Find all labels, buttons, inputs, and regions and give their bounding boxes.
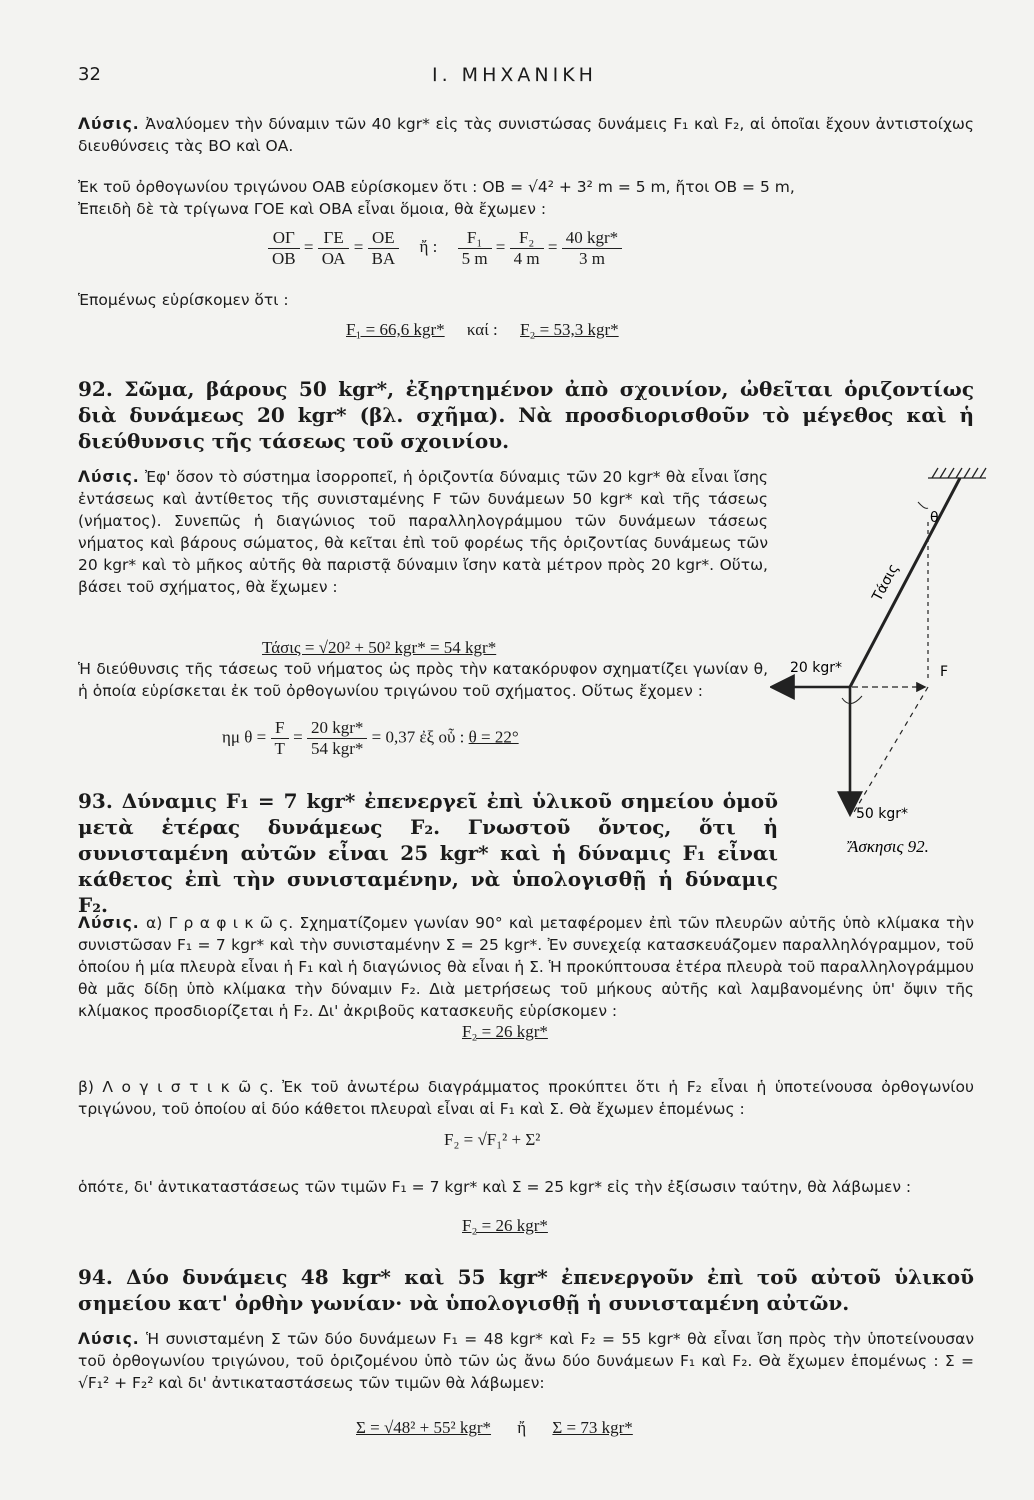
ex93-solution-b: β) Λ ο γ ι σ τ ι κ ῶ ς. Ἐκ τοῦ ἀνωτέρω διαγράμματος προκύπτει ὅτι ἡ F₂ εἶναι ἡ ὑποτείνουσα ὀρθογωνίου τριγώνου, τοῦ ὁποίου αἱ δύο κάθετοι πλευραὶ εἶναι αἱ F₁ καὶ Σ. Θὰ ἔχωμεν ἑπομένως :: [78, 1078, 974, 1118]
exercise-92-figure: [770, 462, 990, 892]
ratio-frac: $\frac{\text{F₁}}{5 m}$: [458, 228, 492, 269]
ex93-solution-c: ὁπότε, δι' ἀντικαταστάσεως τῶν τιμῶν F₁ = 7 kgr* καὶ Σ = 25 kgr* εἰς τὴν ἐξίσωσιν ταύτην, θὰ λάβωμεν :: [78, 1178, 912, 1196]
ratio-frac: $\frac{\text{40 kgr*}}{3 m}$: [562, 228, 622, 269]
solution-label: Λύσις.: [78, 1330, 140, 1348]
sol91-text1: Ἀναλύομεν τὴν δύναμιν τῶν 40 kgr* εἰς τὰς συνιστώσας δυνάμεις F₁ καὶ F₂, αἱ ὁποῖαι ἔχουν ἀντιστοίχως διευθύνσεις τὰς ΒΟ καὶ ΟΑ.: [78, 115, 974, 155]
figure-caption: Ἄσκησις 92.: [848, 837, 929, 856]
page-number: 32: [78, 64, 101, 85]
result-f2: F₂ = 53,3 kgr*: [520, 320, 619, 339]
sine-frac: $\frac{F}{T}$: [271, 718, 289, 759]
ex94-solution: [78, 1328, 974, 1394]
sol91-line3: Ἐπειδὴ δὲ τὰ τρίγωνα ΓΟΕ καὶ ΟΒΑ εἶναι ὅμοια, θὰ ἔχωμεν :: [78, 200, 547, 218]
ex93-solution-a: [78, 912, 974, 1022]
ceiling-hatch: [928, 468, 986, 478]
solution-label: Λύσις.: [78, 468, 140, 486]
sol91-para1: [78, 113, 974, 157]
figure-label-tasis: Τάσις: [869, 561, 903, 604]
theta-arc-bottom: [842, 696, 862, 704]
solution-label: Λύσις.: [78, 115, 140, 133]
theta-result: θ = 22°: [468, 727, 519, 747]
exercise-92-heading: 92. Σῶμα, βάρους 50 kgr*, ἐξηρτημένον ἀπὸ σχοινίον, ὠθεῖται ὁριζοντίως διὰ δυνάμεως 20 kgr* (βλ. σχῆμα). Νὰ προσδιορισθοῦν τὸ μέγεθος καὶ ἡ διεύθυνσις τῆς τάσεως τοῦ σχοινίου.: [78, 377, 974, 453]
ex94-result: Σ = √48² + 55² kgr* ἤ Σ = 73 kgr*: [356, 1418, 633, 1437]
tension-line: [850, 478, 960, 687]
tension-equation: Τάσις = √20² + 50² kgr* = 54 kgr*: [262, 638, 497, 657]
figure-label-50: 50 kgr*: [856, 806, 909, 822]
ratio-frac: $\frac{O\Gamma}{OB}$: [268, 228, 300, 269]
figure-label-20: 20 kgr*: [790, 660, 843, 676]
exercise-94-heading: 94. Δύο δυνάμεις 48 kgr* καὶ 55 kgr* ἐπενεργοῦν ἐπὶ τοῦ αὐτοῦ ὑλικοῦ σημείου κατ' ὀρθὴν γωνίαν· νὰ ὑπολογισθῇ ἡ συνισταμένη αὐτῶν.: [78, 1265, 974, 1315]
ex92-solution-text: Ἐφ' ὅσον τὸ σύστημα ἰσορροπεῖ, ἡ ὁριζοντία δύναμις τῶν 20 kgr* θὰ εἶναι ἴσης ἐντάσεως καὶ ἀντίθετος τῆς συνισταμένης F τῶν δυνάμεων 50 kgr* καὶ τῆς τάσεως (νήματος). Συνεπῶς ἡ διαγώνιος τοῦ παραλληλογράμμου τῶν δυνάμεων τάσεως νήματος καὶ βάρους σώματος, θὰ κεῖται ἐπὶ τοῦ φορέως τῆς ὁριζοντίας δυνάμεως τῶν 20 kgr* καὶ τὸ μῆκος αὐτῆς θὰ παριστᾷ δύναμιν ἴσην κατὰ μέτρον πρὸς 20 kgr*. Οὕτω, βάσει τοῦ σχήματος, θὰ ἔχωμεν :: [78, 468, 768, 596]
ex93-result-a: F₂ = 26 kgr*: [462, 1022, 548, 1041]
ex93-solution-a-text: α) Γ ρ α φ ι κ ῶ ς. Σχηματίζομεν γωνίαν 90° καὶ μεταφέρομεν ἐπὶ τῶν πλευρῶν αὐτῆς ὑπὸ κλίμακα τὴν συνιστῶσαν F₁ = 7 kgr* καὶ τὴν συνισταμένην Σ = 25 kgr*. Ἐν συνεχείᾳ κατασκευάζομεν παραλληλόγραμμον, τοῦ ὁποίου ἡ μία πλευρὰ εἶναι ἡ F₁ καὶ ἡ διαγώνιος θὰ εἶναι ἡ Σ. Ἡ προκύπτουσα ἑτέρα πλευρὰ τοῦ παραλληλογράμμου θὰ μᾶς δίδῃ ὑπὸ κλίμακα τὴν δύναμιν F₂. Διὰ μετρήσεως τοῦ μήκους αὐτῆς καὶ λαμβανομένης ὑπ' ὄψιν τῆς κλίμακος προσδιορίζεται ἡ F₂. Δι' ἀκριβοῦς κατασκευῆς εὑρίσκομεν :: [78, 914, 974, 1020]
solution-label: Λύσις.: [78, 914, 140, 932]
diagonal-dashed: [854, 687, 928, 812]
figure-label-f: F: [940, 664, 949, 680]
sol91-line4: Ἑπομένως εὑρίσκομεν ὅτι :: [78, 291, 289, 309]
sol91-results: F₁ = 66,6 kgr* καί : F₂ = 53,3 kgr*: [346, 320, 619, 339]
sine-equation: ημ θ = $\frac{F}{T}$ = $\frac{\text{20 kgr*}}{\text{54 kgr*}}$ = 0,37 ἐξ οὗ : θ = 22°: [222, 718, 519, 758]
exercise-93-heading: 93. Δύναμις F₁ = 7 kgr* ἐπενεργεῖ ἐπὶ ὑλικοῦ σημείου ὁμοῦ μετὰ ἑτέρας δυνάμεως F₂. Γνωστοῦ ὄντος, ὅτι ἡ συνισταμένη αὐτῶν εἶναι 25 kgr* καὶ ἡ δύναμις F₁ εἶναι κάθετος ἐπὶ τὴν συνισταμένην, νὰ ὑπολογισθῇ ἡ δύναμις F₂.: [78, 789, 778, 917]
theta-arc-top: [918, 502, 928, 508]
ex92-solution: [78, 466, 768, 598]
ratio-frac: $\frac{\text{F₂}}{4 m}$: [510, 228, 544, 269]
result-f1: F₁ = 66,6 kgr*: [346, 320, 445, 339]
ex93-equation-b: F₂ = √F₁² + Σ²: [444, 1130, 541, 1149]
ratio-frac: $\frac{\Gamma E}{OA}$: [318, 228, 350, 269]
ratio-frac: $\frac{OE}{BA}$: [368, 228, 400, 269]
ex93-result-b: F₂ = 26 kgr*: [462, 1216, 548, 1235]
chapter-title: Ι. ΜΗΧΑΝΙΚΗ: [432, 64, 597, 86]
ex92-para2: Ἡ διεύθυνσις τῆς τάσεως τοῦ νήματος ὡς πρὸς τὴν κατακόρυφον σχηματίζει γωνίαν θ, ἡ ὁποία εὑρίσκεται ἐκ τοῦ ὀρθογωνίου τριγώνου τοῦ σχήματος. Οὕτως ἔχομεν :: [78, 660, 768, 700]
sine-frac: $\frac{\text{20 kgr*}}{\text{54 kgr*}}$: [307, 718, 367, 759]
figure-label-theta: θ: [930, 510, 939, 526]
similar-triangles-ratio: $\frac{O\Gamma}{OB}$ = $\frac{\Gamma E}{OA}$ = $\frac{OE}{BA}$ ἤ : $\frac{\text{F₁}}{5 m}$ = $\frac{\text{F₂}}{4 m}$ = $\frac{\text{40 kgr*}}{3 m}$: [268, 228, 622, 269]
ex94-solution-text: Ἡ συνισταμένη Σ τῶν δύο δυνάμεων F₁ = 48 kgr* καὶ F₂ = 55 kgr* θὰ εἶναι ἴση πρὸς τὴν ὑποτείνουσαν τοῦ ὀρθογωνίου τριγώνου, τοῦ ὁριζομένου ὑπὸ τῶν ὡς ἄνω δύο δυνάμεων F₁ καὶ F₂. Θὰ ἔχωμεν ἑπομένως : Σ = √F₁² + F₂² καὶ δι' ἀντικαταστάσεως τῶν τιμῶν θὰ λάβωμεν:: [78, 1330, 974, 1392]
sol91-line2: Ἐκ τοῦ ὀρθογωνίου τριγώνου ΟΑΒ εὑρίσκομεν ὅτι : ΟΒ = √4² + 3² m = 5 m, ἤτοι ΟΒ = 5 m,: [78, 178, 795, 196]
